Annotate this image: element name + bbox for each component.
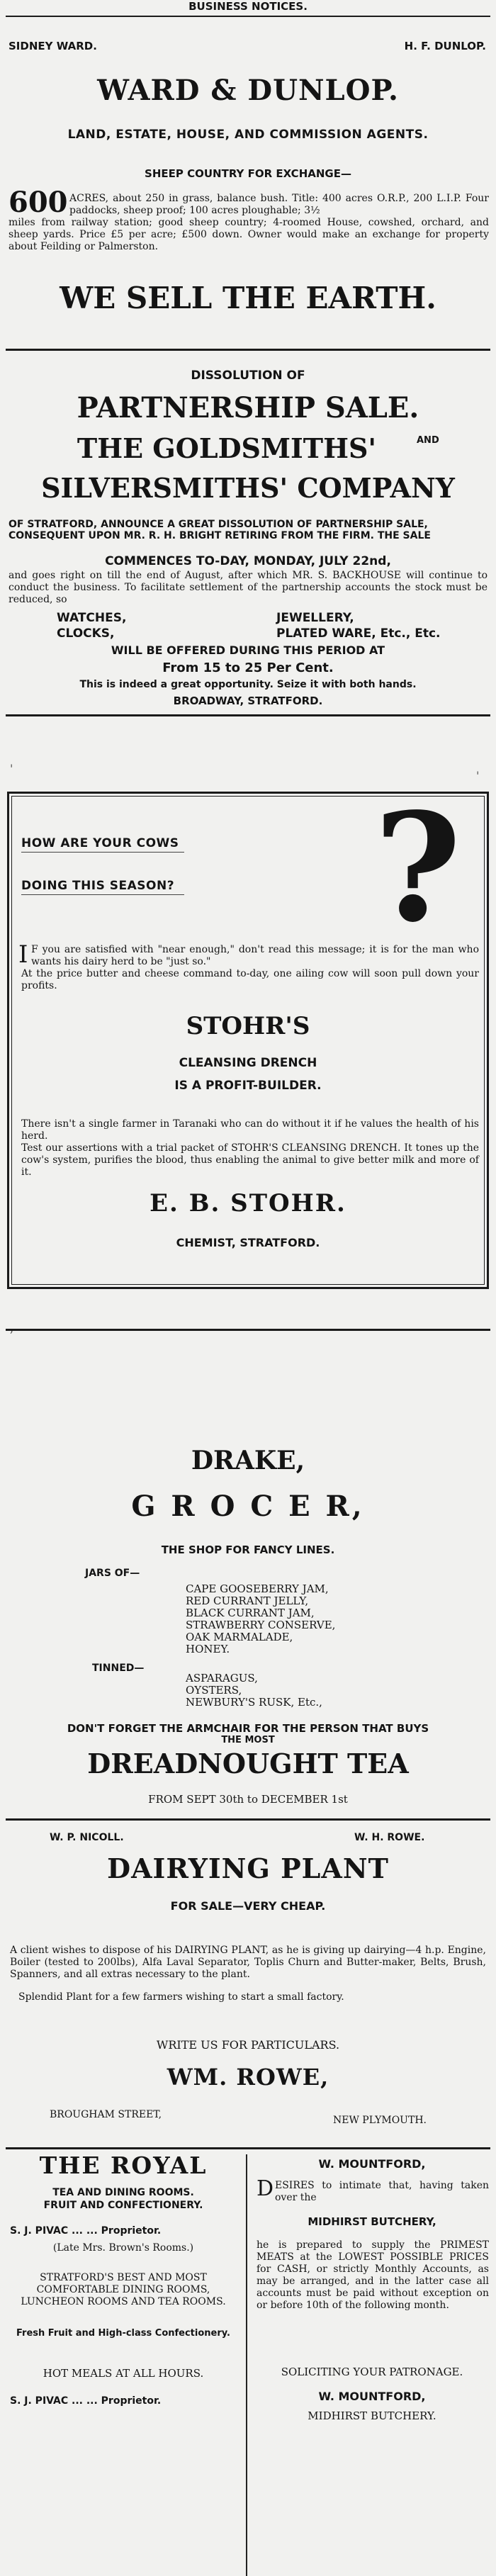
chemist-name: E. B. STOHR. — [150, 1189, 346, 1217]
section-rule — [6, 349, 490, 351]
column-divider — [246, 2154, 247, 2576]
patronage-note: SOLICITING YOUR PATRONAGE. — [281, 2366, 463, 2378]
slogan: WE SELL THE EARTH. — [60, 281, 436, 315]
promo-dates: FROM SEPT 30th to DECEMBER 1st — [148, 1793, 348, 1806]
sale-details: and goes right on till the end of August, after which MR. S. BACKHOUSE will continue to conduct the business. To facilitate settlement of the partnership accounts the stock must be reduced, so — [9, 570, 487, 605]
butcher-intro: ESIRES to intimate that, having taken over the — [275, 2180, 489, 2203]
royal-proprietor-2: S. J. PIVAC ... ... Proprietor. — [10, 2395, 162, 2407]
seller-street: BROUGHAM STREET, — [50, 2109, 162, 2120]
and-word: AND — [417, 435, 439, 446]
intro-paragraph: F you are satisfied with "near enough," don't read this message; it is for the man who wants his dairy herd to be "just so." — [31, 944, 479, 967]
drop-cap: D — [257, 2176, 274, 2201]
grocer-name: DRAKE, — [191, 1446, 305, 1475]
plant-description: A client wishes to dispose of his DAIRYING PLANT, as he is giving up dairying—4 h.p. Engine, Boiler (tested to 200lbs), Alfa Laval Separator, Toplis Churn and Butter-maker, Belts, Brush, Spanners, and all extras necessary to the plant. — [10, 1945, 486, 1980]
dissolution-announcement: OF STRATFORD, ANNOUNCE A GREAT DISSOLUTION OF PARTNERSHIP SALE, CONSEQUENT UPON MR. R. H. BRIGHT RETIRING FROM THE FIRM. THE SALE — [9, 519, 431, 541]
armchair-promo: DON'T FORGET THE ARMCHAIR FOR THE PERSON THAT BUYS — [67, 1722, 429, 1735]
contact-prompt: WRITE US FOR PARTICULARS. — [156, 2038, 340, 2052]
drop-cap: I — [18, 940, 28, 969]
royal-proprietor: S. J. PIVAC ... ... Proprietor. — [10, 2225, 162, 2237]
plant-note: Splendid Plant for a few farmers wishing to start a small factory. — [18, 1991, 344, 2003]
royal-description: STRATFORD'S BEST AND MOST COMFORTABLE DINING ROOMS, LUNCHEON ROOMS AND TEA ROOMS. — [21, 2272, 226, 2307]
royal-fruit-note: Fresh Fruit and High-class Confectionery. — [16, 2328, 230, 2339]
grocer-tagline: THE SHOP FOR FANCY LINES. — [161, 1543, 335, 1556]
butcher-signature: W. MOUNTFORD, — [318, 2390, 426, 2403]
list-item: ASPARAGUS, — [186, 1672, 258, 1684]
list-item: STRAWBERRY CONSERVE, — [186, 1619, 336, 1631]
item-jewellery: JEWELLERY, — [276, 611, 354, 625]
partner-name-right: H. F. DUNLOP. — [404, 40, 486, 52]
company-title-line2: SILVERSMITHS' COMPANY — [41, 472, 455, 504]
page-header-title: BUSINESS NOTICES. — [188, 0, 308, 13]
royal-subtitle-2: FRUIT AND CONFECTIONERY. — [43, 2200, 203, 2211]
item-plated-ware: PLATED WARE, Etc., Etc. — [276, 626, 441, 641]
grocer-title: G R O C E R, — [131, 1490, 365, 1523]
property-description-first: ACRES, about 250 in grass, balance bush. Title: 400 acres O.R.P., 200 L.I.P. Four paddocks, sheep proof; 100 acres ploughable; 3½ — [69, 193, 489, 216]
product-tagline: IS A PROFIT-BUILDER. — [174, 1079, 322, 1093]
question-mark-graphic: ? — [374, 780, 462, 955]
royal-meals: HOT MEALS AT ALL HOURS. — [43, 2367, 204, 2380]
shop-address: BROADWAY, STRATFORD. — [173, 694, 323, 707]
price-paragraph: At the price butter and cheese command to-day, one ailing cow will soon pull down your profits. — [21, 968, 479, 991]
list-item: CAPE GOOSEBERRY JAM, — [186, 1582, 329, 1595]
property-description-rest: miles from railway station; good sheep country; 4-roomed House, cowshed, orchard, and sheep yards. Price £5 per acre; £500 down. Owner would make an exchange for property about Feilding or Palmerston. — [9, 217, 489, 252]
seller-name: WM. ROWE, — [167, 2064, 329, 2091]
list-item: HONEY. — [186, 1643, 230, 1655]
list-item: NEWBURY'S RUSK, Etc., — [186, 1696, 322, 1709]
list-item: BLACK CURRANT JAM, — [186, 1607, 315, 1619]
royal-former-name: (Late Mrs. Brown's Rooms.) — [52, 2242, 194, 2254]
list-item: RED CURRANT JELLY, — [186, 1594, 309, 1607]
chemist-address: CHEMIST, STRATFORD. — [176, 1236, 320, 1249]
partner-name-left: SIDNEY WARD. — [9, 40, 97, 52]
firm-name: WARD & DUNLOP. — [97, 74, 399, 107]
headline-question-1: HOW ARE YOUR COWS — [21, 836, 179, 850]
sale-heading: FOR SALE—VERY CHEAP. — [170, 1899, 326, 1913]
header-rule — [6, 16, 490, 17]
section-rule — [6, 1818, 490, 1821]
opportunity-note: This is indeed a great opportunity. Seize it with both hands. — [79, 679, 417, 690]
farmer-paragraph: There isn't a single farmer in Taranaki who can do without it if he values the health of his herd. — [21, 1118, 479, 1142]
plant-title: DAIRYING PLANT — [107, 1852, 389, 1884]
firm-description: LAND, ESTATE, HOUSE, AND COMMISSION AGENTS. — [67, 128, 429, 142]
partnership-sale-title: PARTNERSHIP SALE. — [77, 391, 419, 424]
exchange-heading: SHEEP COUNTRY FOR EXCHANGE— — [145, 167, 351, 180]
product-name: STOHR'S — [186, 1012, 310, 1040]
acreage-number: 600 — [9, 186, 68, 219]
butchery-name: MIDHIRST BUTCHERY, — [308, 2215, 436, 2228]
item-watches: WATCHES, — [57, 611, 127, 625]
butcher-signature-place: MIDHIRST BUTCHERY. — [308, 2409, 436, 2422]
royal-title: THE ROYAL — [39, 2152, 208, 2179]
tea-brand: DREADNOUGHT TEA — [87, 1748, 409, 1779]
discount-range: From 15 to 25 Per Cent. — [162, 660, 334, 675]
test-paragraph: Test our assertions with a trial packet of STOHR'S CLEANSING DRENCH. It tones up the cow's system, purifies the blood, thus enabling the animal to give better milk and more of it. — [21, 1142, 479, 1178]
butcher-terms: he is prepared to supply the PRIMEST MEATS at the LOWEST POSSIBLE PRICES for CASH, or strictly Monthly Accounts, as may be arranged, and in the latter case all accounts must be paid without exception on or before 10th of the following month. — [257, 2239, 489, 2311]
list-item: OYSTERS, — [186, 1684, 242, 1697]
product-type: CLEANSING DRENCH — [179, 1056, 317, 1070]
print-mark: ' — [10, 762, 13, 775]
headline-rule — [21, 894, 184, 895]
jars-label: JARS OF— — [85, 1568, 140, 1579]
section-rule — [6, 2147, 490, 2149]
print-mark: ' — [476, 769, 480, 782]
agent-name-right: W. H. ROWE. — [354, 1832, 425, 1843]
dissolution-heading: DISSOLUTION OF — [191, 369, 305, 383]
section-rule — [6, 1329, 490, 1331]
headline-rule — [21, 852, 184, 853]
butcher-name: W. MOUNTFORD, — [318, 2157, 426, 2171]
section-rule — [6, 714, 490, 716]
list-item: OAK MARMALADE, — [186, 1631, 293, 1643]
offer-period: WILL BE OFFERED DURING THIS PERIOD AT — [111, 643, 385, 657]
jars-list — [186, 1583, 335, 1655]
sale-start-date: COMMENCES TO-DAY, MONDAY, JULY 22nd, — [105, 554, 391, 568]
tinned-label: TINNED— — [92, 1663, 145, 1674]
agent-name-left: W. P. NICOLL. — [50, 1832, 124, 1843]
item-clocks: CLOCKS, — [57, 626, 115, 641]
armchair-promo-2: THE MOST — [221, 1735, 275, 1745]
company-title-line1: THE GOLDSMITHS' — [77, 432, 377, 464]
headline-question-2: DOING THIS SEASON? — [21, 879, 175, 893]
seller-town: NEW PLYMOUTH. — [333, 2115, 427, 2126]
royal-subtitle-1: TEA AND DINING ROOMS. — [52, 2187, 194, 2198]
tinned-list — [186, 1672, 322, 1709]
